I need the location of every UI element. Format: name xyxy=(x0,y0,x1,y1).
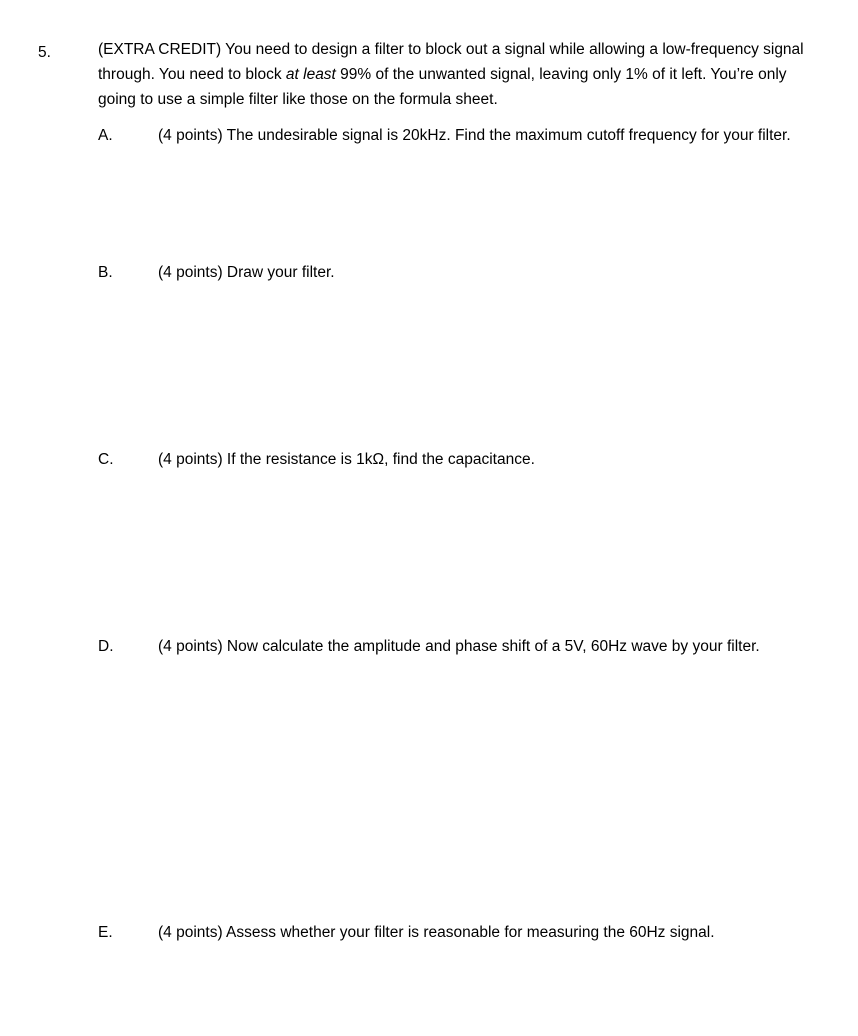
part-e-letter: E. xyxy=(98,924,113,941)
question-intro xyxy=(98,37,828,112)
part-c-letter: C. xyxy=(98,451,114,468)
part-d-letter: D. xyxy=(98,638,114,655)
part-a-text: (4 points) The undesirable signal is 20kHz. Find the maximum cutoff frequency for your filter. xyxy=(158,127,791,144)
part-c-text: (4 points) If the resistance is 1kΩ, find the capacitance. xyxy=(158,451,535,468)
part-b-text: (4 points) Draw your filter. xyxy=(158,264,335,281)
intro-text-start: (EXTRA CREDIT) You need to design a filter to block out a signal while allowing a low-frequency signal through. You need to block xyxy=(98,41,804,83)
intro-emphasis: at least xyxy=(285,66,336,83)
intro-text-end: 99% of the unwanted signal, leaving only 1% of it left. You’re only going to use a simple filter like those on the formula sheet. xyxy=(98,66,787,108)
part-e-text: (4 points) Assess whether your filter is reasonable for measuring the 60Hz signal. xyxy=(158,924,715,941)
question-number: 5. xyxy=(38,44,51,61)
part-b-letter: B. xyxy=(98,264,113,281)
part-a-letter: A. xyxy=(98,127,113,144)
part-d-text: (4 points) Now calculate the amplitude and phase shift of a 5V, 60Hz wave by your filter. xyxy=(158,638,760,655)
